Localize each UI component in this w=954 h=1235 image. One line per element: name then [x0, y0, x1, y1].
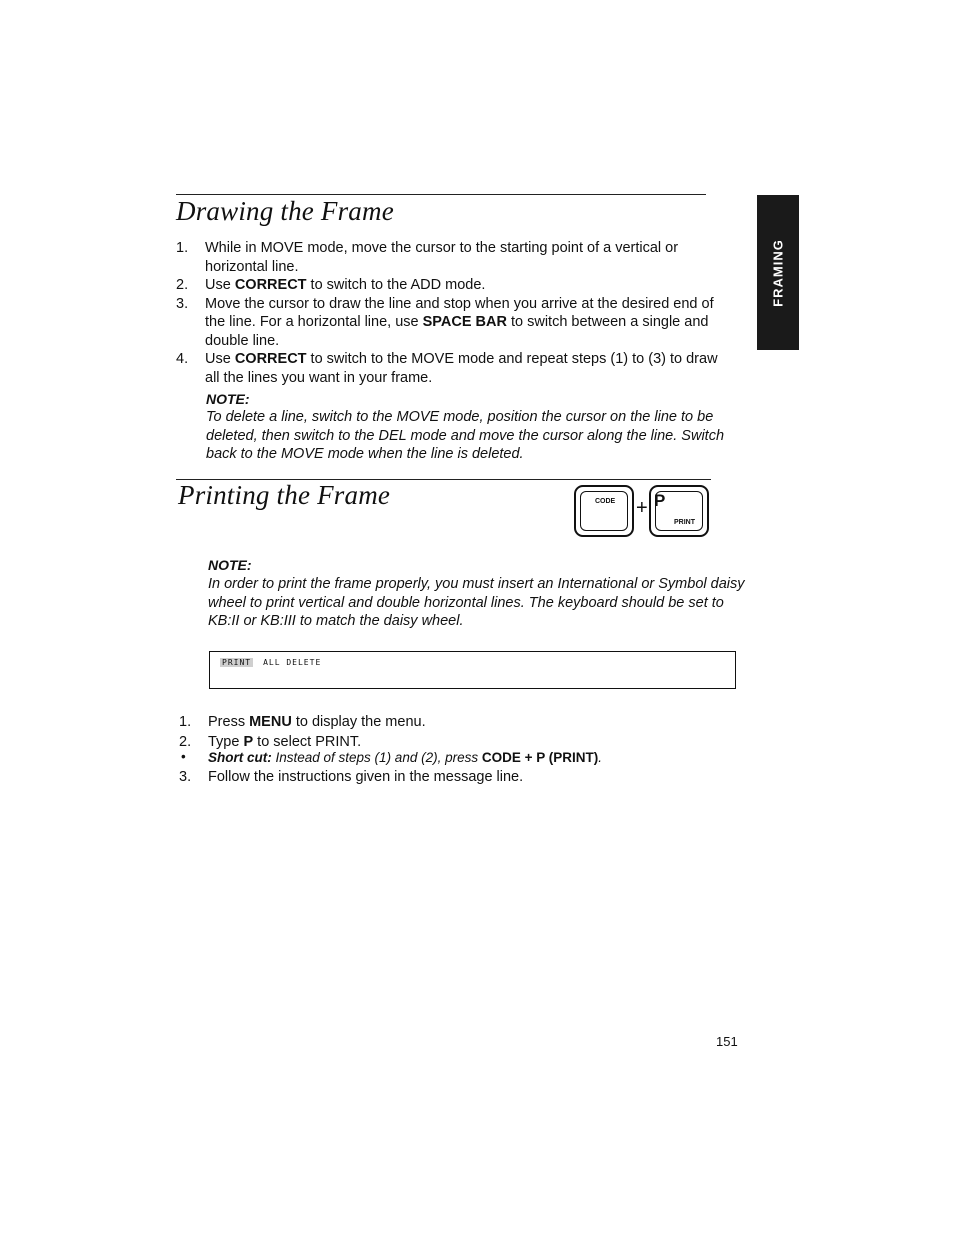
- section-rule-top: [176, 194, 706, 195]
- step-keyword: CORRECT: [234, 277, 307, 293]
- shortcut-body: [208, 750, 602, 765]
- screen-menu-highlight: PRINT: [222, 658, 252, 667]
- p-key-letter: P: [654, 491, 666, 510]
- printing-steps-list-b: [179, 768, 739, 788]
- step-text: to display the menu.: [291, 714, 426, 730]
- step-item: [176, 239, 736, 276]
- step-text: Type: [208, 733, 244, 750]
- step-text: Use: [205, 277, 235, 293]
- shortcut-bullet: •: [181, 749, 186, 764]
- shortcut-keys: CODE + P (PRINT): [481, 750, 599, 765]
- code-plus-p-keys: [574, 485, 712, 541]
- drawing-steps-list: [176, 239, 736, 387]
- printing-note-label: NOTE:: [208, 557, 252, 573]
- step-text: While in MOVE mode, move the cursor to the starting point of a vertical or horizontal line.: [205, 240, 679, 275]
- drawing-note-text: To delete a line, switch to the MOVE mode, position the cursor on the line to be deleted, then switch to the DEL mode and move the cursor along the line. Switch back to the MOVE mode when the line is deleted.: [206, 409, 725, 462]
- drawing-note-label: NOTE:: [206, 391, 250, 407]
- step-text: to switch to the ADD mode.: [306, 277, 486, 293]
- step-text: to switch between a single and double line.: [205, 314, 709, 349]
- step-item: [176, 276, 736, 295]
- printing-steps-list-a: [179, 713, 739, 752]
- screen-menu: [220, 658, 321, 667]
- screen-menu-items: ALL DELETE: [263, 658, 322, 667]
- p-key-label: PRINT: [674, 519, 695, 526]
- step-text: Press: [208, 714, 250, 730]
- side-tab-label: FRAMING: [770, 238, 786, 307]
- step-number: 3.: [176, 295, 189, 312]
- step-item: [176, 295, 736, 351]
- section-title-printing: Printing the Frame: [178, 480, 391, 510]
- step-number: 2.: [179, 733, 192, 750]
- p-key-face: [655, 491, 703, 531]
- step-text: Use: [205, 351, 235, 367]
- step-item: [179, 768, 739, 788]
- page-number: 151: [716, 1034, 738, 1049]
- framing-side-tab: [757, 195, 799, 350]
- shortcut-text: Instead of steps (1) and (2), press: [271, 750, 482, 765]
- step-keyword: SPACE BAR: [422, 314, 507, 330]
- step-keyword: MENU: [249, 714, 292, 730]
- step-number: 3.: [179, 769, 192, 785]
- code-key-label: CODE: [595, 498, 616, 505]
- step-item: [179, 713, 739, 733]
- message-line-display: [209, 651, 736, 689]
- code-key-face: [580, 491, 628, 531]
- step-keyword: CORRECT: [234, 351, 307, 367]
- step-number: 1.: [179, 714, 192, 730]
- shortcut-end: .: [598, 750, 603, 765]
- shortcut-label: Short cut:: [208, 750, 272, 765]
- step-text: Move the cursor to draw the line and stop when you arrive at the desired end of the line. For a horizontal line, use: [205, 295, 714, 330]
- step-number: 2.: [176, 277, 189, 293]
- step-text: to select PRINT.: [253, 733, 362, 750]
- p-key: [649, 485, 709, 537]
- section-title-drawing: Drawing the Frame: [176, 196, 394, 226]
- printing-note-text: In order to print the frame properly, you must insert an International or Symbol daisy wheel to print vertical and double horizontal lines. The keyboard should be set to KB:II or KB:III to match the daisy wheel.: [208, 576, 745, 629]
- step-keyword: P: [243, 733, 254, 750]
- step-text: Follow the instructions given in the message line.: [208, 769, 524, 785]
- step-item: [176, 350, 736, 387]
- step-number: 4.: [176, 351, 189, 367]
- code-key: [574, 485, 634, 537]
- step-number: 1.: [176, 240, 189, 256]
- step-text: to switch to the MOVE mode and repeat steps (1) to (3) to draw all the lines you want in your frame.: [205, 351, 718, 386]
- plus-sign: +: [636, 497, 648, 519]
